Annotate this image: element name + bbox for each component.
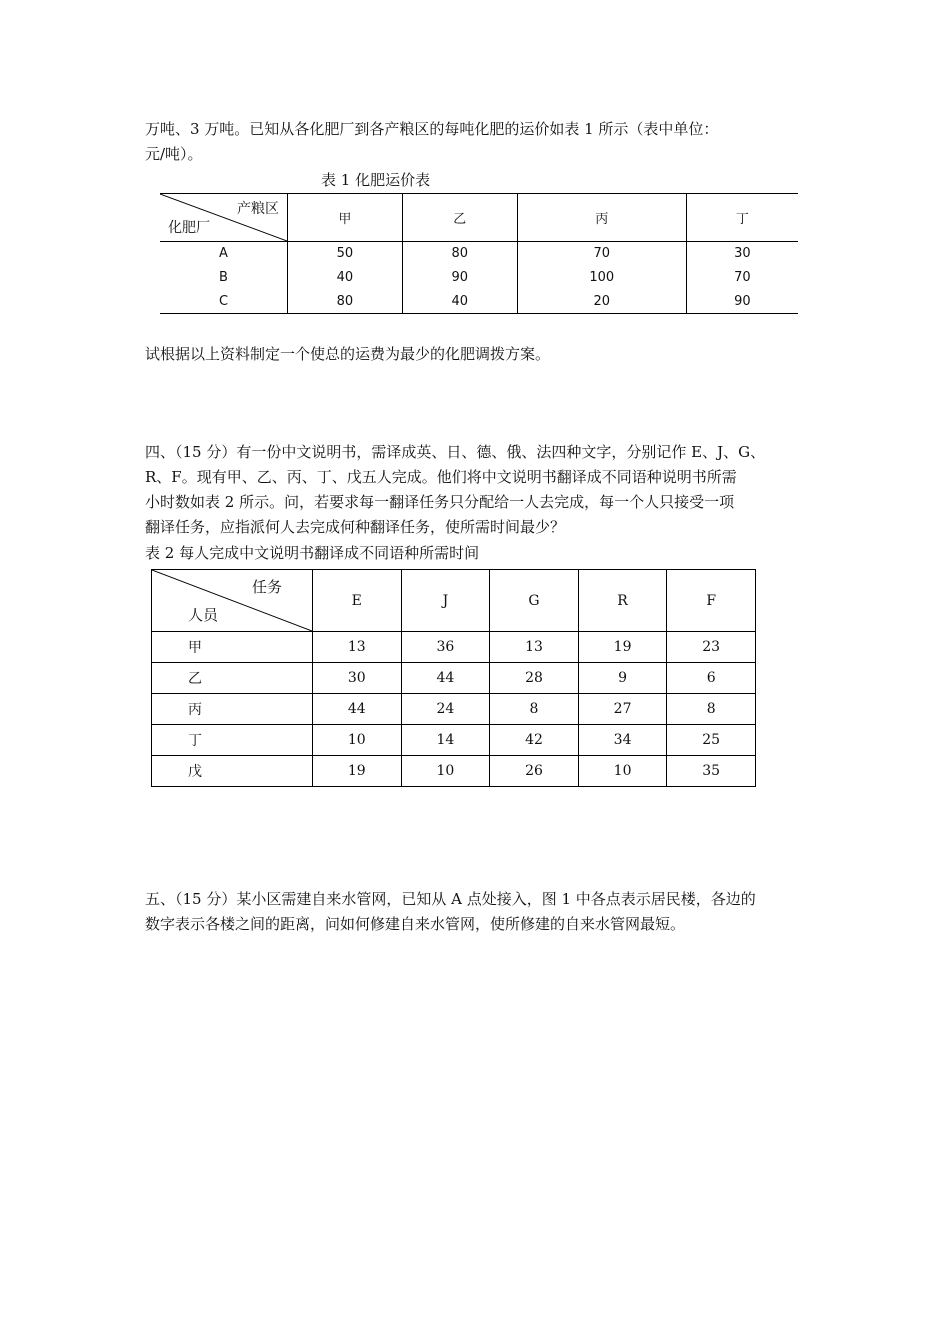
column-header: 乙: [402, 194, 517, 242]
freight-rate-table: [160, 193, 798, 314]
table-cell: 6: [667, 663, 756, 694]
column-header: F: [667, 570, 756, 632]
table1-corner-cell: [160, 194, 288, 242]
table-cell: 10: [313, 725, 402, 756]
column-header: 丙: [517, 194, 686, 242]
table-cell: 30: [686, 242, 798, 266]
table-cell: 26: [490, 756, 579, 787]
table-cell: 44: [313, 694, 402, 725]
paragraph-line: 四、（15 分）有一份中文说明书，需译成英、日、德、俄、法四种文字，分别记作 E、J、G、: [145, 443, 766, 461]
table-cell: 42: [490, 725, 579, 756]
column-header: R: [578, 570, 667, 632]
table-cell: 44: [401, 663, 490, 694]
table-row: [152, 756, 756, 787]
table-cell: 23: [667, 632, 756, 663]
column-header: E: [313, 570, 402, 632]
table-cell: 70: [517, 242, 686, 266]
table-cell: 27: [578, 694, 667, 725]
row-header: 乙: [152, 663, 313, 694]
paragraph-line: 万吨、3 万吨。已知从各化肥厂到各产粮区的每吨化肥的运价如表 1 所示（表中单位：: [145, 120, 719, 138]
column-header: G: [490, 570, 579, 632]
paragraph-line: 数字表示各楼之间的距离，问如何修建自来水管网，使所修建的自来水管网最短。: [145, 915, 686, 933]
translation-time-table: [151, 569, 756, 787]
table-cell: 25: [667, 725, 756, 756]
paragraph-question-5: [145, 887, 815, 937]
table-cell: 40: [402, 290, 517, 314]
table-cell: 20: [517, 290, 686, 314]
table-row: [160, 290, 798, 314]
paragraph-question-3: 试根据以上资料制定一个使总的运费为最少的化肥调拨方案。: [145, 345, 551, 363]
table-cell: 80: [402, 242, 517, 266]
table-cell: 40: [288, 266, 403, 290]
table-cell: 90: [402, 266, 517, 290]
paragraph-line: R、F。现有甲、乙、丙、丁、戊五人完成。他们将中文说明书翻译成不同语种说明书所需: [145, 468, 737, 486]
table-cell: 30: [313, 663, 402, 694]
table-cell: 10: [578, 756, 667, 787]
table-cell: 19: [578, 632, 667, 663]
table-cell: 14: [401, 725, 490, 756]
table-row: [152, 694, 756, 725]
column-header: 丁: [686, 194, 798, 242]
row-header: 甲: [152, 632, 313, 663]
table2-corner-cell: [152, 570, 313, 632]
paragraph-intro: [145, 117, 815, 167]
table-cell: 35: [667, 756, 756, 787]
table1-caption: 表 1 化肥运价表: [321, 171, 431, 189]
table-cell: 9: [578, 663, 667, 694]
table-cell: 36: [401, 632, 490, 663]
table-row: [160, 266, 798, 290]
table-cell: 8: [490, 694, 579, 725]
corner-row-header: 化肥厂: [168, 220, 210, 236]
paragraph-line: 小时数如表 2 所示。问，若要求每一翻译任务只分配给一人去完成，每一个人只接受一项: [145, 493, 735, 511]
row-header: 戊: [152, 756, 313, 787]
corner-column-header: 任务: [251, 578, 282, 596]
paragraph-line: 元/吨）。: [145, 145, 203, 163]
paragraph-question-4: [145, 440, 815, 540]
row-header: 丙: [152, 694, 313, 725]
table-row: [152, 632, 756, 663]
table-cell: 8: [667, 694, 756, 725]
table-cell: 50: [288, 242, 403, 266]
column-header: J: [401, 570, 490, 632]
row-header: 丁: [152, 725, 313, 756]
diagonal-line: [152, 570, 312, 631]
table-cell: 70: [686, 266, 798, 290]
row-header: B: [219, 270, 228, 285]
table-cell: 13: [313, 632, 402, 663]
table-row: [152, 663, 756, 694]
table-cell: 24: [401, 694, 490, 725]
table2-caption: 表 2 每人完成中文说明书翻译成不同语种所需时间: [145, 544, 480, 562]
table-row: [152, 725, 756, 756]
table-cell: 13: [490, 632, 579, 663]
table-cell: 28: [490, 663, 579, 694]
table-cell: 19: [313, 756, 402, 787]
paragraph-line: 翻译任务，应指派何人去完成何种翻译任务，使所需时间最少？: [145, 518, 566, 536]
corner-row-header: 人员: [188, 606, 219, 624]
column-header: 甲: [288, 194, 403, 242]
row-header: A: [219, 246, 228, 262]
corner-column-header: 产粮区: [237, 201, 279, 217]
table-cell: 100: [517, 266, 686, 290]
table-cell: 80: [288, 290, 403, 314]
row-header: C: [160, 290, 288, 314]
table-cell: 34: [578, 725, 667, 756]
paragraph-line: 五、（15 分）某小区需建自来水管网，已知从 A 点处接入，图 1 中各点表示居民楼，各边的: [145, 890, 756, 908]
table-cell: 10: [401, 756, 490, 787]
table-row: [160, 242, 798, 266]
table-cell: 90: [686, 290, 798, 314]
